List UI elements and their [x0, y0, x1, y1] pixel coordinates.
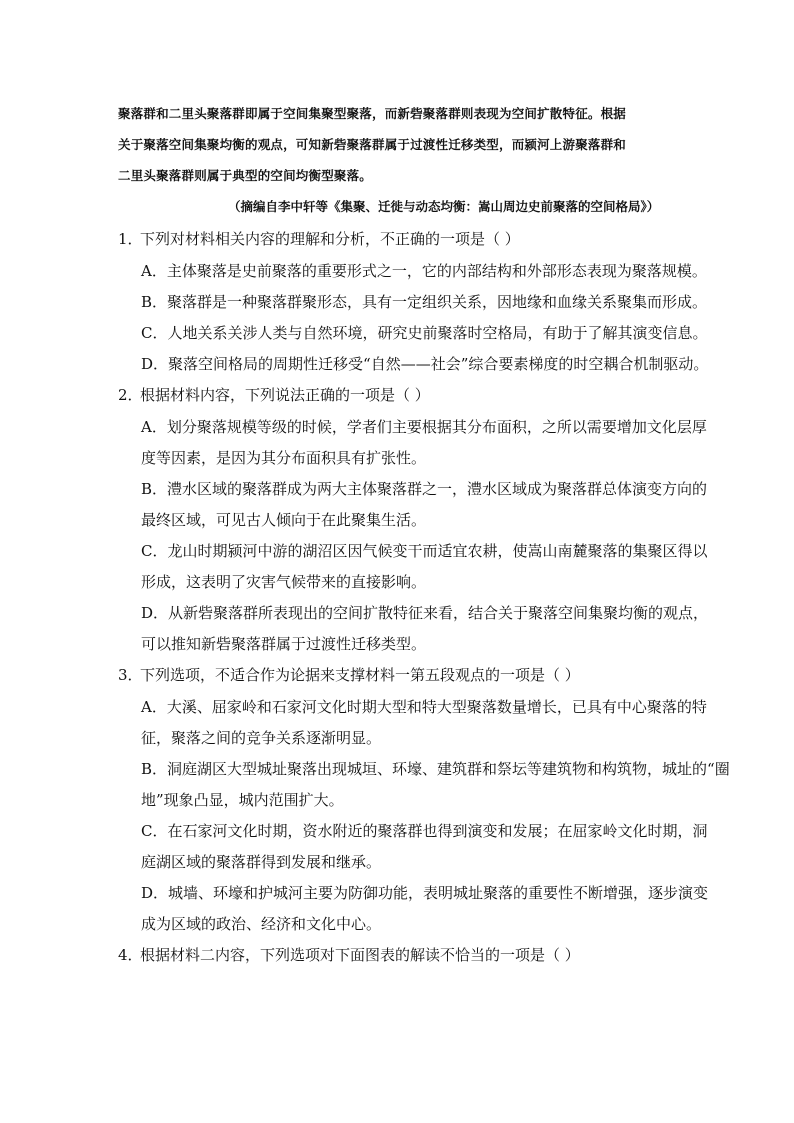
- question-3-option-b-line-2: 地”现象凸显，城内范围扩大。: [141, 791, 344, 809]
- question-2-number: 2．: [118, 386, 143, 404]
- question-3-text: 下列选项，不适合作为论据来支撑材料一第五段观点的一项是（ ）: [140, 666, 580, 684]
- question-3-option-c-line-2: 庭湖区域的聚落群得到发展和继承。: [141, 853, 382, 871]
- question-2-option-c-line-2: 形成，这表明了灾害气候带来的直接影响。: [141, 573, 427, 591]
- question-2-option-d-line-2: 可以推知新砦聚落群属于过渡性迁移类型。: [141, 635, 427, 653]
- question-4-number: 4．: [118, 946, 143, 964]
- passage-line-3: 二里头聚落群则属于典型的空间均衡型聚落。: [118, 168, 373, 183]
- question-4-stem: [118, 944, 678, 965]
- question-3-stem: [118, 664, 678, 685]
- question-3-number: 3．: [118, 666, 143, 684]
- question-3-option-d-line-2: 成为区域的政治、经济和文化中心。: [141, 915, 382, 933]
- question-1-option-b: B．聚落群是一种聚落群聚形态，具有一定组织关系，因地缘和血缘关系聚集而形成。: [141, 293, 708, 311]
- question-3-option-a-line-1: A．大溪、屈家岭和石家河文化时期大型和特大型聚落数量增长，已具有中心聚落的特: [141, 698, 707, 716]
- question-1-option-c: C．人地关系关涉人类与自然环境，研究史前聚落时空格局，有助于了解其演变信息。: [141, 324, 708, 342]
- question-2-text: 根据材料内容，下列说法正确的一项是（ ）: [140, 386, 430, 404]
- question-1-stem: [118, 228, 678, 249]
- question-2-option-d-line-1: D．从新砦聚落群所表现出的空间扩散特征来看，结合关于聚落空间集聚均衡的观点，: [141, 604, 709, 622]
- passage-line-1: 聚落群和二里头聚落群即属于空间集聚型聚落，而新砦聚落群则表现为空间扩散特征。根据: [118, 106, 627, 121]
- question-3-option-a-line-2: 征，聚落之间的竞争关系逐渐明显。: [141, 729, 382, 747]
- question-2-option-b-line-2: 最终区域，可见古人倾向于在此聚集生活。: [141, 511, 427, 529]
- question-2-option-a-line-1: A．划分聚落规模等级的时候，学者们主要根据其分布面积，之所以需要增加文化层厚: [141, 418, 707, 436]
- question-2-option-a-line-2: 度等因素，是因为其分布面积具有扩张性。: [141, 449, 427, 467]
- question-4-text: 根据材料二内容，下列选项对下面图表的解读不恰当的一项是（ ）: [140, 946, 580, 964]
- question-3-option-d-line-1: D．城墙、环壕和护城河主要为防御功能，表明城址聚落的重要性不断增强，逐步演变: [141, 884, 709, 902]
- question-1-number: 1．: [118, 230, 143, 248]
- question-1-option-a: A．主体聚落是史前聚落的重要形式之一，它的内部结构和外部形态表现为聚落规模。: [141, 262, 707, 280]
- question-3-option-b-line-1: B．洞庭湖区大型城址聚落出现城垣、环壕、建筑群和祭坛等建筑物和构筑物，城址的“圈: [141, 760, 730, 778]
- question-1-text: 下列对材料相关内容的理解和分析，不正确的一项是（ ）: [140, 230, 520, 248]
- question-3-option-c-line-1: C．在石家河文化时期，资水附近的聚落群也得到演变和发展；在屈家岭文化时期，洞: [141, 822, 708, 840]
- question-2-option-c-line-1: C．龙山时期颍河中游的湖沼区因气候变干而适宜农耕，使嵩山南麓聚落的集聚区得以: [141, 542, 708, 560]
- passage-line-2: 关于聚落空间集聚均衡的观点，可知新砦聚落群属于过渡性迁移类型，而颍河上游聚落群和: [118, 137, 627, 152]
- question-1-option-d: D．聚落空间格局的周期性迁移受“自然——社会”综合要素梯度的时空耦合机制驱动。: [141, 355, 709, 373]
- passage-source: （摘编自李中轩等《集聚、迁徙与动态均衡：嵩山周边史前聚落的空间格局》）: [228, 199, 660, 214]
- question-2-option-b-line-1: B．澧水区域的聚落群成为两大主体聚落群之一，澧水区域成为聚落群总体演变方向的: [141, 480, 708, 498]
- question-2-stem: [118, 384, 678, 405]
